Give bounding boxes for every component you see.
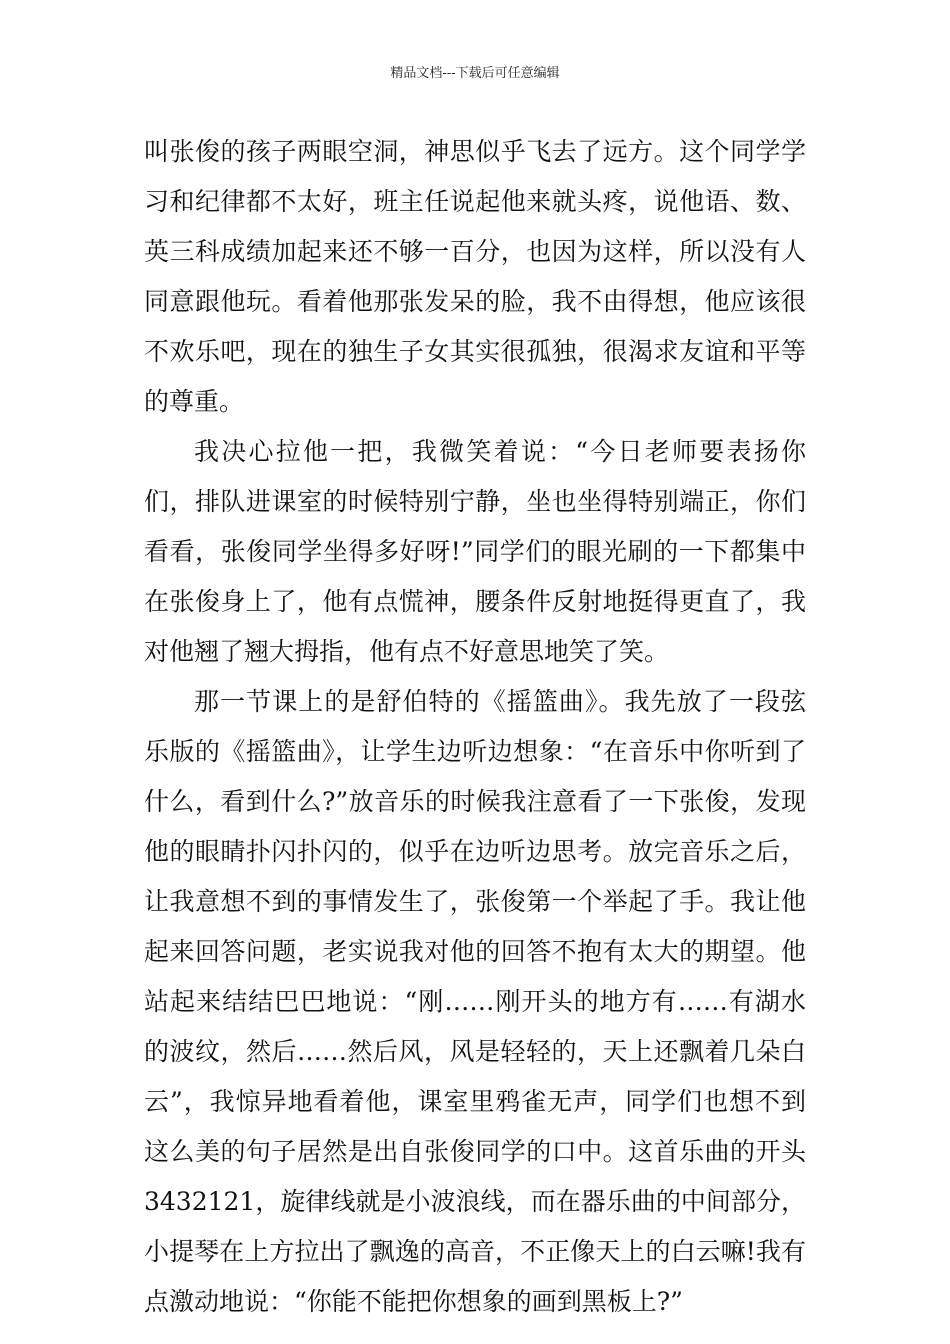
paragraph-2: 我决心拉他一把，我微笑着说：“今日老师要表扬你们，排队进课室的时候特别宁静，坐也坐得特别端正，你们看看，张俊同学坐得多好呀!”同学们的眼光刷的一下都集中在张俊身上了，他有点慌神，腰条件反射地挺得更直了，我对他翘了翘大拇指，他有点不好意思地笑了笑。 <box>144 437 806 666</box>
paragraph-3: 那一节课上的是舒伯特的《摇篮曲》。我先放了一段弦乐版的《摇篮曲》，让学生边听边想象：“在音乐中你听到了什么，看到什么?”放音乐的时候我注意看了一下张俊，发现他的眼睛扑闪扑闪的，似乎在边听边思考。放完音乐之后，让我意想不到的事情发生了，张俊第一个举起了手。我让他起来回答问题，老实说我对他的回答不抱有太大的期望。他站起来结结巴巴地说：“刚……刚开头的地方有……有湖水的波纹，然后……然后风，风是轻轻的，天上还飘着几朵白云”，我惊异地看着他，课室里鸦雀无声，同学们也想不到这么美的句子居然是出自张俊同学的口中。这首乐曲的开头3432121，旋律线就是小波浪线，而在器乐曲的中间部分，小提琴在上方拉出了飘逸的高音，不正像天上的白云嘛!我有点激动地说：“你能不能把你想象的画到黑板上?” <box>144 687 806 1316</box>
page-header: 精品文档---下载后可任意编辑 <box>390 66 560 81</box>
document-body <box>144 127 806 1327</box>
paragraph-1: 叫张俊的孩子两眼空洞，神思似乎飞去了远方。这个同学学习和纪律都不太好，班主任说起他来就头疼，说他语、数、英三科成绩加起来还不够一百分，也因为这样，所以没有人同意跟他玩。看着他那张发呆的脸，我不由得想，他应该很不欢乐吧，现在的独生子女其实很孤独，很渴求友谊和平等的尊重。 <box>144 137 806 416</box>
